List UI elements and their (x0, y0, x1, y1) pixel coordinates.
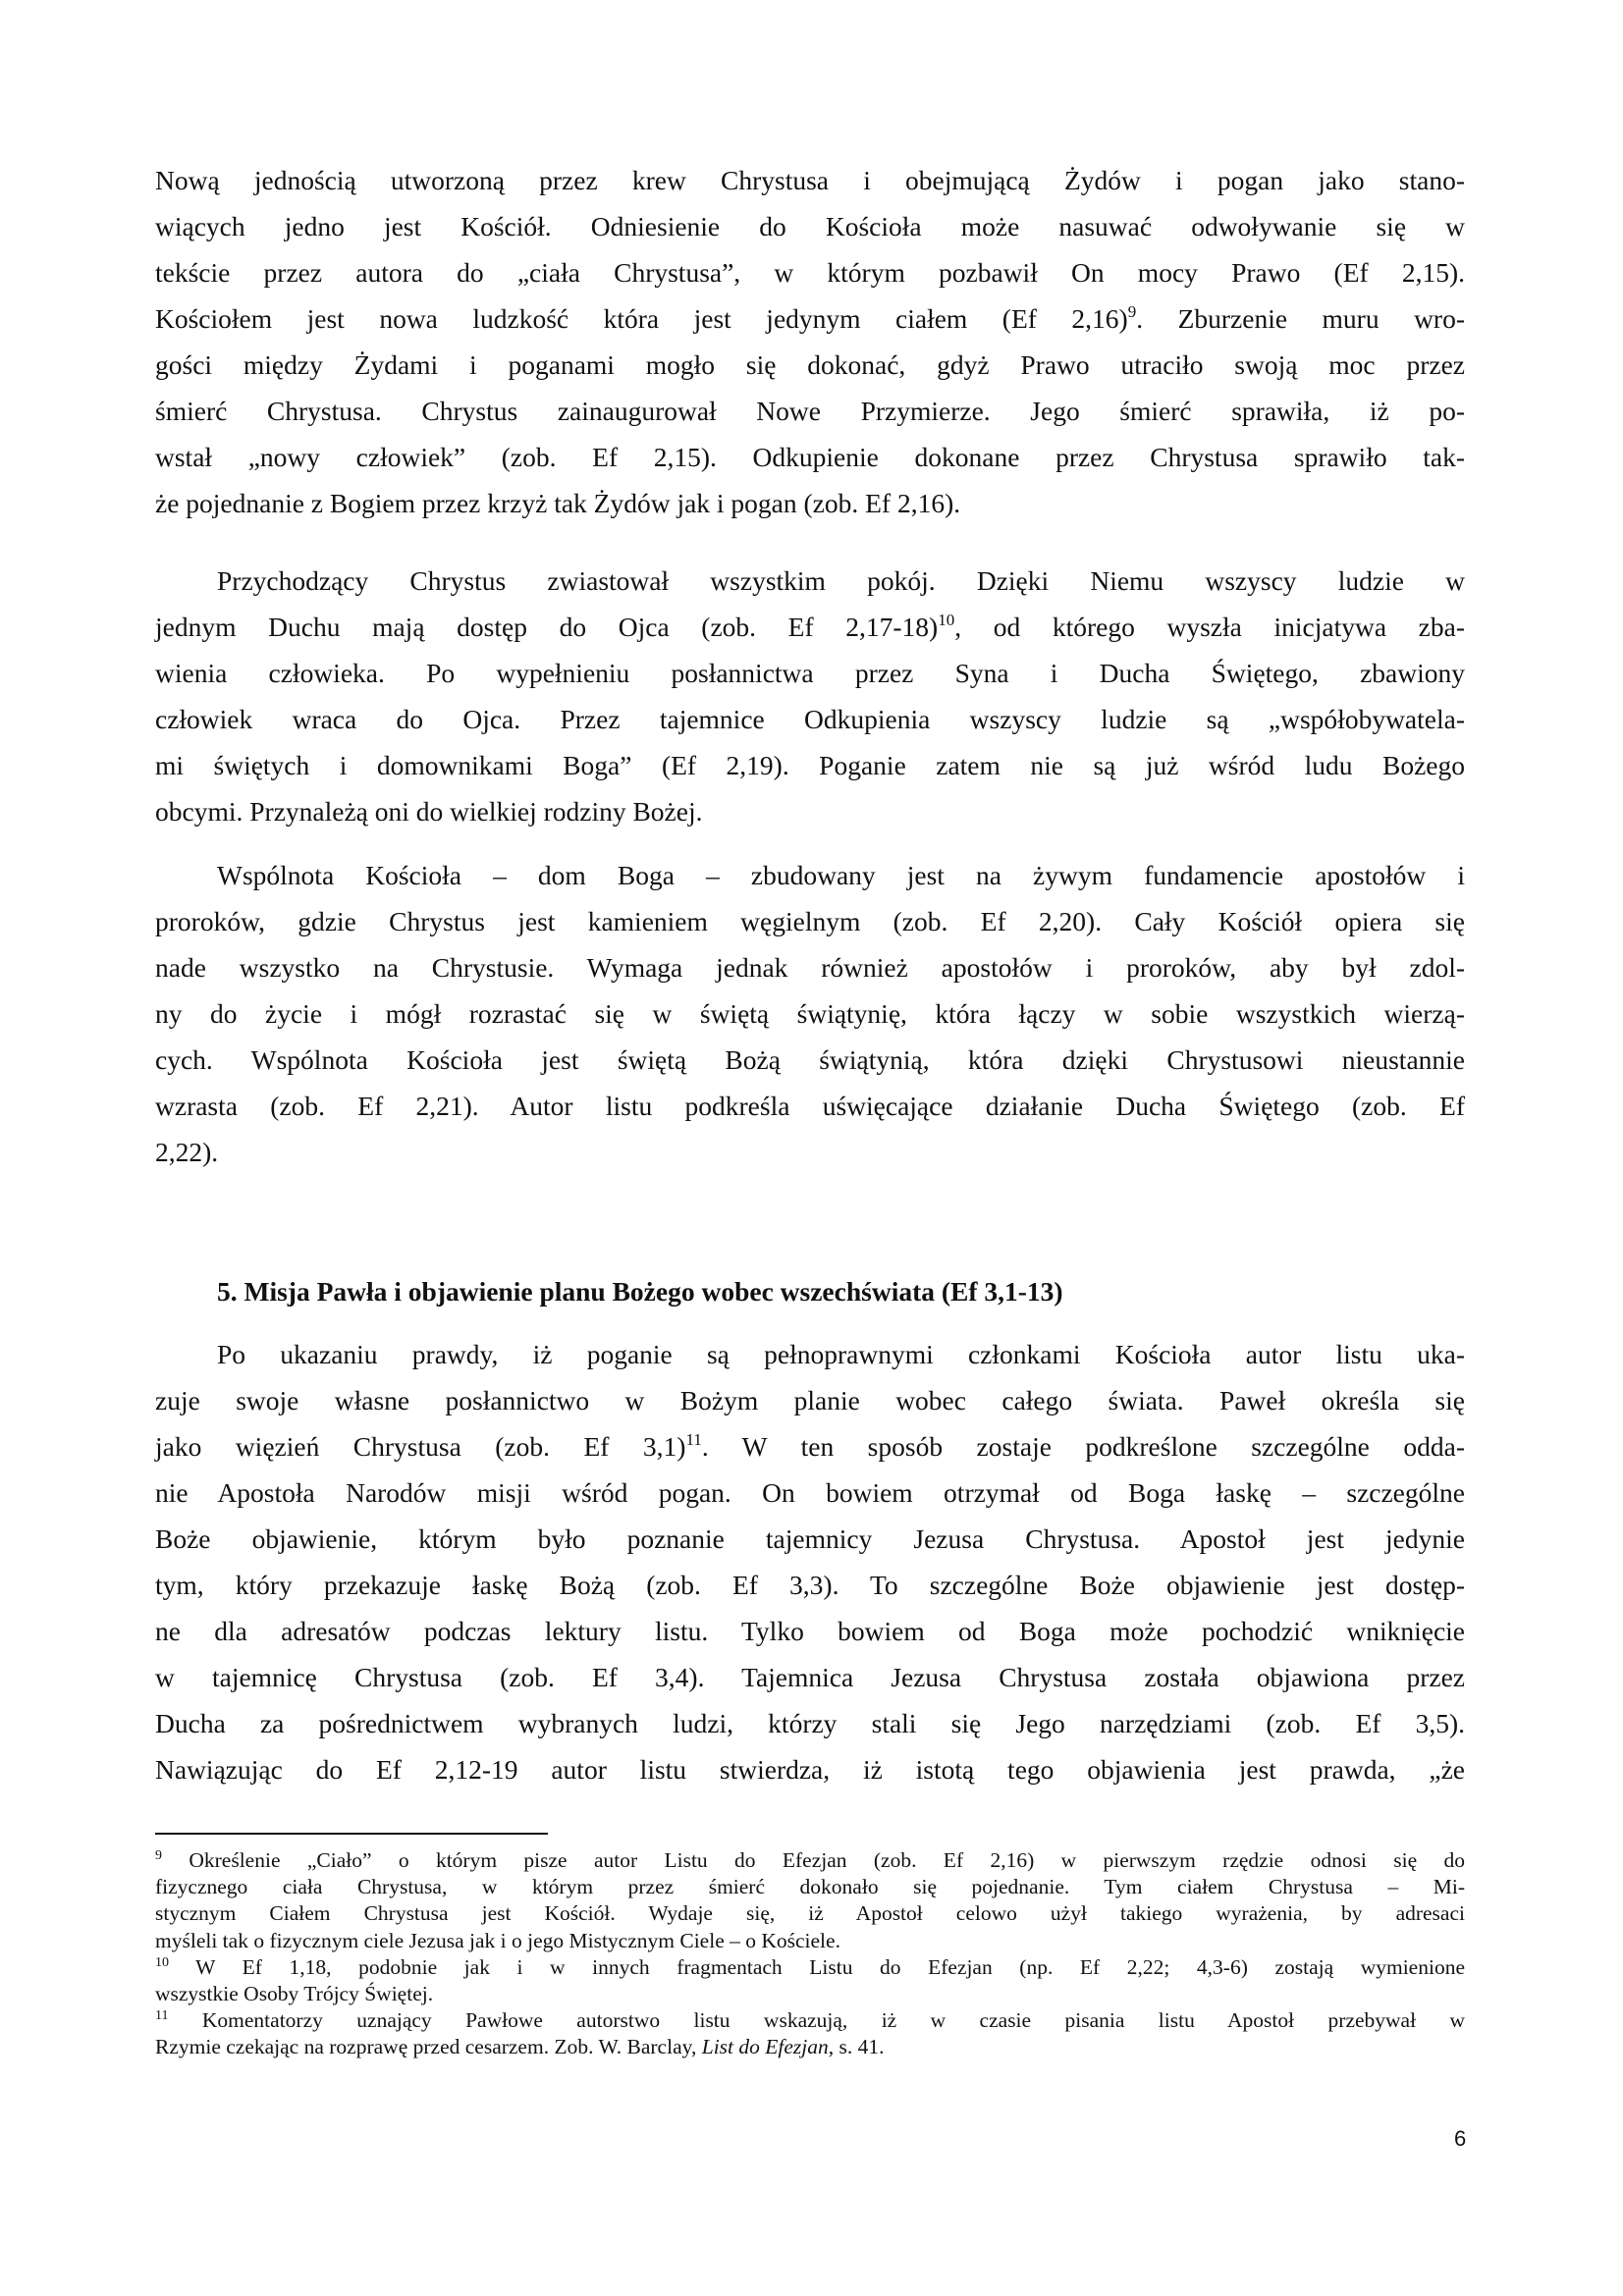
footnote-line: fizycznego ciała Chrystusa, w którym przez śmierć dokonało się pojednanie. Tym ciałem Chrystusa – Mi- (155, 1875, 1465, 1899)
page-number: 6 (1454, 2126, 1467, 2151)
footnote-ref-9[interactable]: 9 (1127, 302, 1137, 321)
text-line: wstał „nowy człowiek” (zob. Ef 2,15). Odkupienie dokonane przez Chrystusa sprawiło tak- (155, 442, 1465, 472)
text-line: zuje swoje własne posłannictwo w Bożym planie wobec całego świata. Paweł określa się (155, 1385, 1465, 1415)
footnote-line (155, 1847, 1465, 1874)
footnote-line: myśleli tak o fizycznym ciele Jezusa jak i o jego Mistycznym Ciele – o Kościele. (155, 1928, 840, 1952)
text-line: cych. Wspólnota Kościoła jest świętą Bożą świątynią, która dzięki Chrystusowi nieustannie (155, 1044, 1465, 1075)
text-segment: jako więzień Chrystusa (zob. Ef 3,1) (155, 1431, 686, 1462)
text-line: gości między Żydami i poganami mogło się dokonać, gdyż Prawo utraciło swoją moc przez (155, 349, 1465, 380)
footnote-9 (155, 1847, 1465, 1954)
text-segment: , od którego wyszła inicjatywa zba- (954, 612, 1465, 642)
text-line: ne dla adresatów podczas lektury listu. Tylko bowiem od Boga może pochodzić wniknięcie (155, 1616, 1465, 1646)
footnote-line: stycznym Ciałem Chrystusa jest Kościół. Wydaje się, iż Apostoł celowo użył takiego wyrażenia, by adresaci (155, 1901, 1465, 1926)
footnote-number: 10 (155, 1954, 169, 1970)
text-line: Nową jednością utworzoną przez krew Chrystusa i obejmującą Żydów i pogan jako stano- (155, 165, 1465, 195)
book-title: List do Efezjan (701, 2035, 829, 2059)
text-line: ny do życie i mógł rozrastać się w świętą świątynię, która łączy w sobie wszystkich wierzą- (155, 998, 1465, 1029)
footnotes (155, 1847, 1465, 2061)
footnote-line (155, 2034, 1465, 2060)
text-line: w tajemnicę Chrystusa (zob. Ef 3,4). Tajemnica Jezusa Chrystusa została objawiona przez (155, 1662, 1465, 1692)
text-segment: W Ef 1,18, podobnie jak i w innych fragmentach Listu do Efezjan (np. Ef 2,22; 4,3-6) zostają wymienione (169, 1954, 1465, 1979)
text-line: Po ukazaniu prawdy, iż poganie są pełnoprawnymi członkami Kościoła autor listu uka- (217, 1339, 1465, 1369)
footnote-11 (155, 2007, 1465, 2060)
text-line: wienia człowieka. Po wypełnieniu posłannictwa przez Syna i Ducha Świętego, zbawiony (155, 658, 1465, 688)
text-line: Ducha za pośrednictwem wybranych ludzi, którzy stali się Jego narzędziami (zob. Ef 3,5). (155, 1708, 1465, 1738)
text-line: proroków, gdzie Chrystus jest kamieniem węgielnym (zob. Ef 2,20). Cały Kościół opiera się (155, 906, 1465, 936)
text-segment: . Zburzenie muru wro- (1136, 303, 1465, 334)
text-line: człowiek wraca do Ojca. Przez tajemnice Odkupienia wszyscy ludzie są „współobywatela- (155, 704, 1465, 734)
text-line: tekście przez autora do „ciała Chrystusa”, w którym pozbawił On mocy Prawo (Ef 2,15). (155, 257, 1465, 288)
section-heading: 5. Misja Pawła i objawienie planu Bożego wobec wszechświata (Ef 3,1-13) (217, 1276, 1063, 1307)
text-line: 2,22). (155, 1137, 219, 1167)
paragraph-3 (155, 852, 1465, 1175)
text-segment: , s. 41. (828, 2035, 885, 2059)
text-line (155, 295, 1465, 342)
footnote-number: 11 (155, 2008, 169, 2024)
text-segment: Określenie „Ciało” o którym pisze autor Listu do Efezjan (zob. Ef 2,16) w pierwszym rzędzie odnosi się do (162, 1848, 1465, 1872)
text-line: Boże objawienie, którym było poznanie tajemnicy Jezusa Chrystusa. Apostoł jest jedynie (155, 1523, 1465, 1554)
text-line: obcymi. Przynależą oni do wielkiej rodziny Bożej. (155, 796, 703, 827)
text-line: Przychodzący Chrystus zwiastował wszystkim pokój. Dzięki Niemu wszyscy ludzie w (217, 565, 1465, 596)
text-line: że pojednanie z Bogiem przez krzyż tak Żydów jak i pogan (zob. Ef 2,16). (155, 488, 961, 518)
text-line: śmierć Chrystusa. Chrystus zainaugurował Nowe Przymierze. Jego śmierć sprawiła, iż po- (155, 396, 1465, 426)
footnote-ref-11[interactable]: 11 (685, 1430, 702, 1449)
text-line (155, 1423, 1465, 1469)
text-segment: . W ten sposób zostaje podkreślone szczególne odda- (701, 1431, 1465, 1462)
paragraph-2 (155, 558, 1465, 834)
text-line (155, 604, 1465, 650)
text-segment: jednym Duchu mają dostęp do Ojca (zob. Ef 2,17-18) (155, 612, 939, 642)
paragraph-1 (155, 157, 1465, 526)
text-line: wzrasta (zob. Ef 2,21). Autor listu podkreśla uświęcające działanie Ducha Świętego (zob. Ef (155, 1091, 1465, 1121)
section-paragraph (155, 1331, 1465, 1792)
text-line: tym, który przekazuje łaskę Bożą (zob. Ef 3,3). To szczególne Boże objawienie jest dostęp- (155, 1570, 1465, 1600)
text-line: wiących jedno jest Kościół. Odniesienie do Kościoła może nasuwać odwoływanie się w (155, 211, 1465, 241)
footnote-line (155, 1954, 1465, 1981)
text-line: Wspólnota Kościoła – dom Boga – zbudowany jest na żywym fundamencie apostołów i (217, 860, 1465, 890)
footnote-number: 9 (155, 1848, 162, 1863)
text-segment: Kościołem jest nowa ludzkość która jest jedynym ciałem (Ef 2,16) (155, 303, 1128, 334)
footnote-line: wszystkie Osoby Trójcy Świętej. (155, 1981, 434, 2005)
text-line: Nawiązując do Ef 2,12-19 autor listu stwierdza, iż istotą tego objawienia jest prawda, „że (155, 1754, 1465, 1785)
footnote-10 (155, 1954, 1465, 2007)
text-segment: Rzymie czekając na rozprawę przed cesarzem. Zob. W. Barclay, (155, 2035, 702, 2059)
text-line: nade wszystko na Chrystusie. Wymaga jednak również apostołów i proroków, aby był zdol- (155, 952, 1465, 983)
footnote-ref-10[interactable]: 10 (938, 611, 955, 629)
footnote-line (155, 2007, 1465, 2034)
text-line: mi świętych i domownikami Boga” (Ef 2,19). Poganie zatem nie są już wśród ludu Bożego (155, 750, 1465, 780)
footnote-separator (155, 1833, 548, 1835)
text-line: nie Apostoła Narodów misji wśród pogan. On bowiem otrzymał od Boga łaskę – szczególne (155, 1477, 1465, 1508)
text-segment: Komentatorzy uznający Pawłowe autorstwo listu wskazują, iż w czasie pisania listu Apostoł przebywał w (168, 2008, 1465, 2033)
